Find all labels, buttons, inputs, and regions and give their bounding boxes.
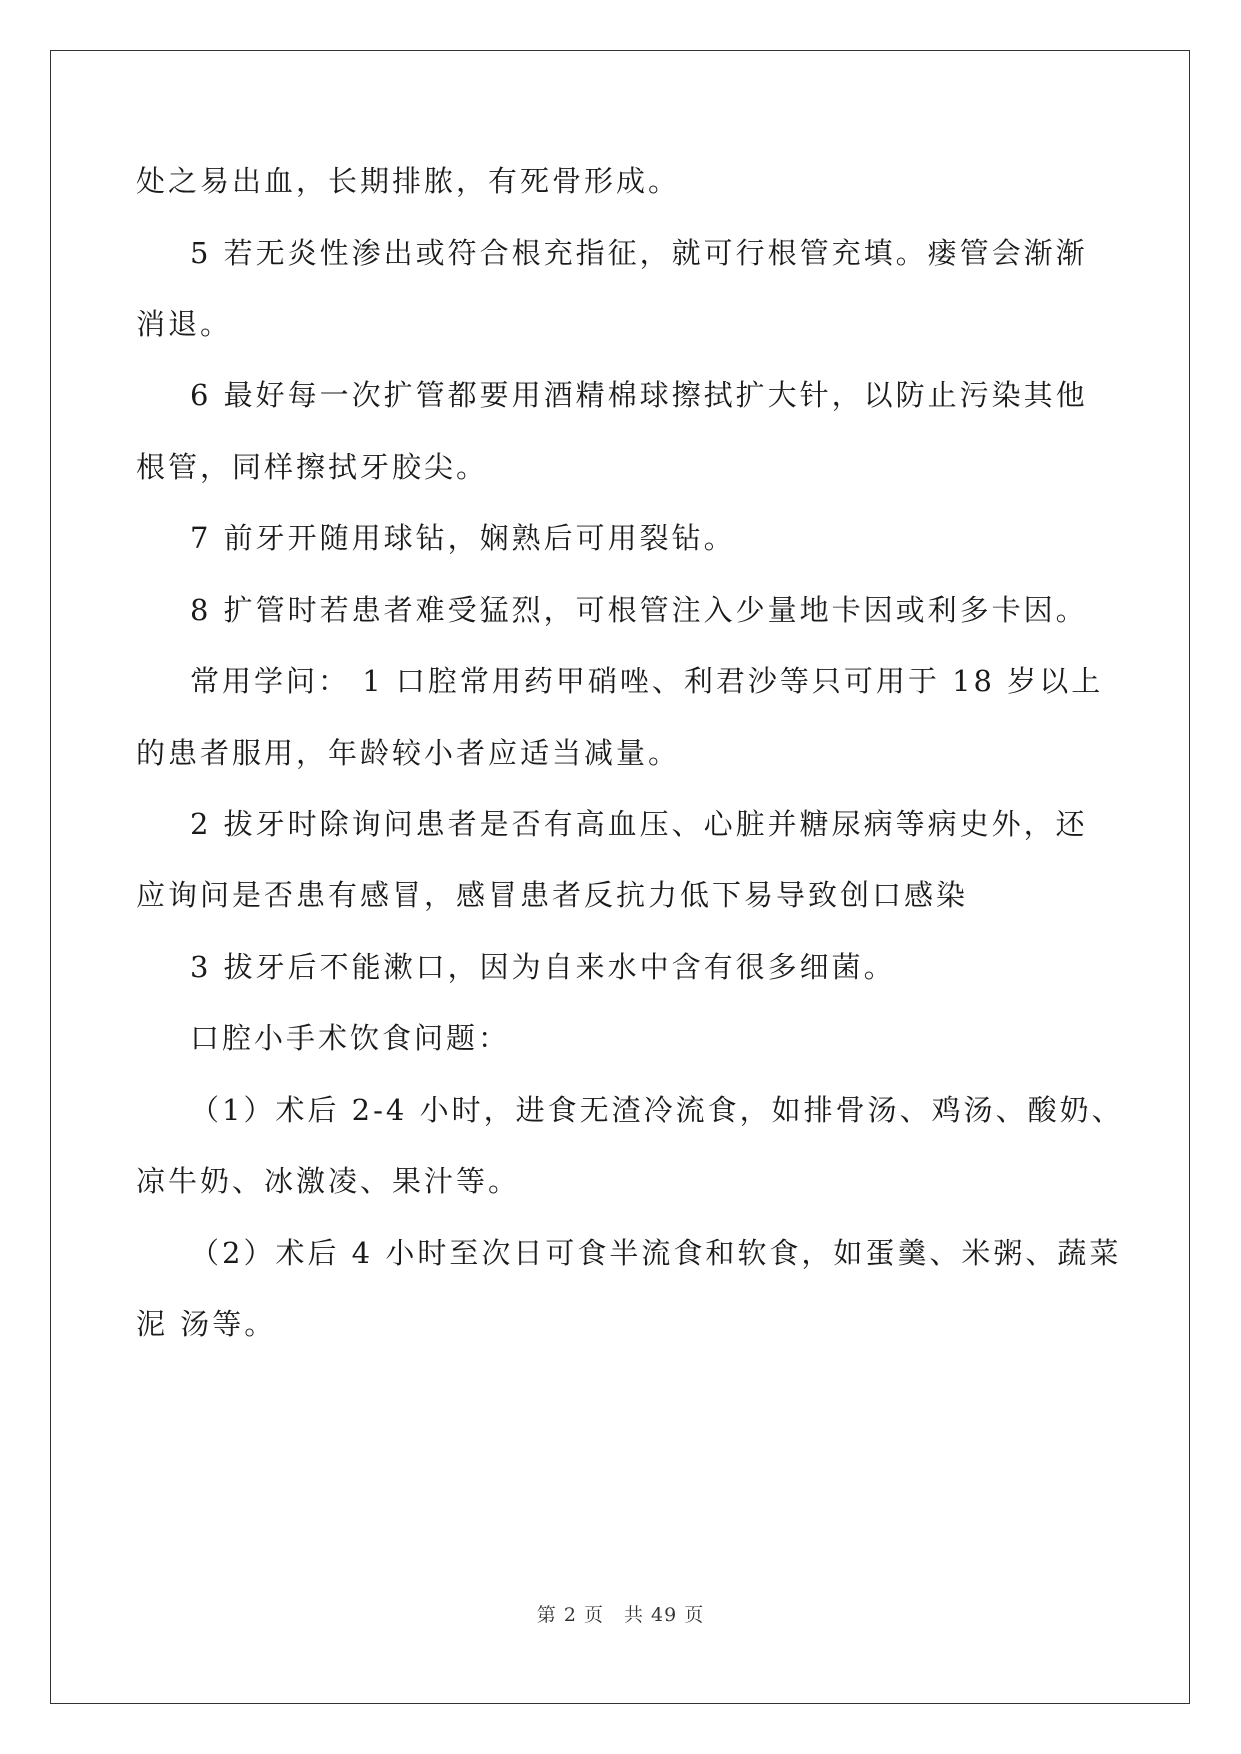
text-line-10: 2 拔牙时除询问患者是否有高血压、心脏并糖尿病等病史外，还 <box>190 807 1088 841</box>
text-line-7: 8 扩管时若患者难受猛烈，可根管注入少量地卡因或利多卡因。 <box>190 593 1088 627</box>
text-line-15: 凉牛奶、冰激凌、果汁等。 <box>136 1164 521 1198</box>
text-line-3: 消退。 <box>136 307 233 341</box>
text-line-17: 泥 汤等。 <box>136 1307 277 1341</box>
text-line-4: 6 最好每一次扩管都要用酒精棉球擦拭扩大针，以防止污染其他 <box>190 378 1088 412</box>
text-line-14: （1）术后 2-4 小时，进食无渣冷流食，如排骨汤、鸡汤、酸奶、 <box>190 1093 1124 1127</box>
text-line-12: 3 拔牙后不能漱口，因为自来水中含有很多细菌。 <box>190 950 896 984</box>
text-line-9: 的患者服用，年龄较小者应适当减量。 <box>136 736 681 770</box>
text-line-1: 处之易出血，长期排脓，有死骨形成。 <box>136 164 681 198</box>
text-line-2: 5 若无炎性渗出或符合根充指征，就可行根管充填。瘘管会渐渐 <box>190 236 1088 270</box>
text-line-16: （2）术后 4 小时至次日可食半流食和软食，如蛋羹、米粥、蔬菜 <box>190 1236 1122 1270</box>
text-line-8: 常用学问： 1 口腔常用药甲硝唑、利君沙等只可用于 18 岁以上 <box>190 664 1104 698</box>
text-line-11: 应询问是否患有感冒，感冒患者反抗力低下易导致创口感染 <box>136 878 969 912</box>
text-line-5: 根管，同样擦拭牙胶尖。 <box>136 450 489 484</box>
page-number-footer: 第 2 页 共 49 页 <box>536 1604 705 1626</box>
text-line-13: 口腔小手术饮食问题： <box>190 1021 511 1055</box>
text-line-6: 7 前牙开随用球钻，娴熟后可用裂钻。 <box>190 521 736 555</box>
